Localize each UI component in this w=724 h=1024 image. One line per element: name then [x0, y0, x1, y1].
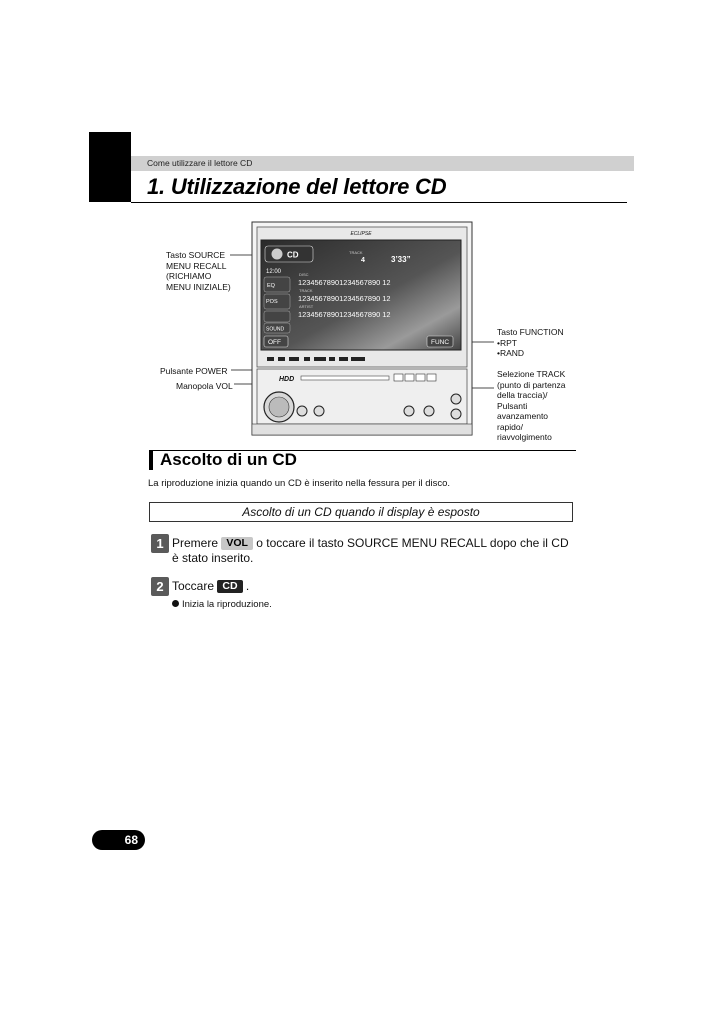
screen-off-label: OFF — [268, 339, 281, 346]
screen-disc-label: DISC — [299, 272, 309, 277]
cd-key: CD — [217, 580, 242, 593]
screen-track-number: 4 — [361, 257, 365, 264]
track-down-button[interactable] — [404, 406, 414, 416]
vol-key: VOL — [221, 537, 253, 550]
disc-slot — [301, 376, 389, 380]
section-title: Ascolto di un CD — [160, 450, 297, 469]
power-button[interactable] — [297, 406, 307, 416]
step-1-number: 1 — [151, 534, 169, 553]
callout-function: Tasto FUNCTION •RPT •RAND — [497, 327, 564, 358]
page-number: 68 — [92, 830, 145, 850]
callout-track: Selezione TRACK (punto di partenza della traccia)/ Pulsanti avanzamento rapido/ riavvolgimento — [497, 369, 566, 442]
screen-clock: 12:00 — [266, 269, 282, 275]
hdd-label: HDD — [279, 376, 295, 383]
callout-vol: Manopola VOL — [176, 381, 233, 391]
side-button[interactable] — [451, 394, 461, 404]
callout-power: Pulsante POWER — [160, 366, 228, 376]
audio-button[interactable] — [314, 406, 324, 416]
track-up-button[interactable] — [424, 406, 434, 416]
screen-disc-text: 12345678901234567890 12 — [298, 278, 391, 287]
balance-button[interactable] — [264, 311, 290, 322]
bullet-dot-icon — [172, 600, 179, 607]
preset-button[interactable] — [394, 374, 403, 381]
page-title: 1. Utilizzazione del lettore CD — [147, 174, 447, 199]
subhead-text: Ascolto di un CD quando il display è esposto — [242, 505, 480, 519]
screen-pos-label: POS — [266, 299, 278, 305]
brand-label: ECLIPSE — [350, 231, 372, 237]
step-2-number: 2 — [151, 577, 169, 596]
preset-button[interactable] — [416, 374, 425, 381]
screen-track-label: TRACK — [349, 250, 363, 255]
disc-icon — [272, 249, 283, 260]
section-bar — [149, 450, 153, 470]
preset-button[interactable] — [427, 374, 436, 381]
side-button[interactable] — [451, 409, 461, 419]
screen-artist-label: ARTIST — [299, 304, 314, 309]
screen-track-text: 12345678901234567890 12 — [298, 294, 391, 303]
screen-eq-label: EQ — [267, 283, 275, 289]
head-unit-illustration — [251, 221, 473, 436]
screen-time: 3’33” — [391, 255, 411, 264]
screen-sound-label: SOUND — [266, 326, 285, 333]
intro-text: La riproduzione inizia quando un CD è inserito nella fessura per il disco. — [148, 478, 451, 489]
screen-artist-text: 12345678901234567890 12 — [298, 310, 391, 319]
step-2-text: Toccare CD . — [172, 579, 250, 593]
screen-track-text-label: TRACK — [299, 288, 313, 293]
bullet-note: Inizia la riproduzione. — [172, 599, 272, 610]
subhead-box — [149, 502, 573, 522]
callout-source-menu-recall: Tasto SOURCE MENU RECALL (RICHIAMO MENU INIZIALE) — [166, 250, 231, 292]
head-unit-drawing — [251, 221, 473, 436]
step-1-text: Premere VOL o toccare il tasto SOURCE MENU RECALL dopo che il CD è stato inserito. — [172, 536, 569, 565]
preset-button[interactable] — [405, 374, 414, 381]
screen-func-label: FUNC — [431, 339, 450, 346]
screen-cd-label: CD — [287, 250, 299, 260]
breadcrumb: Come utilizzare il lettore CD — [147, 158, 253, 168]
